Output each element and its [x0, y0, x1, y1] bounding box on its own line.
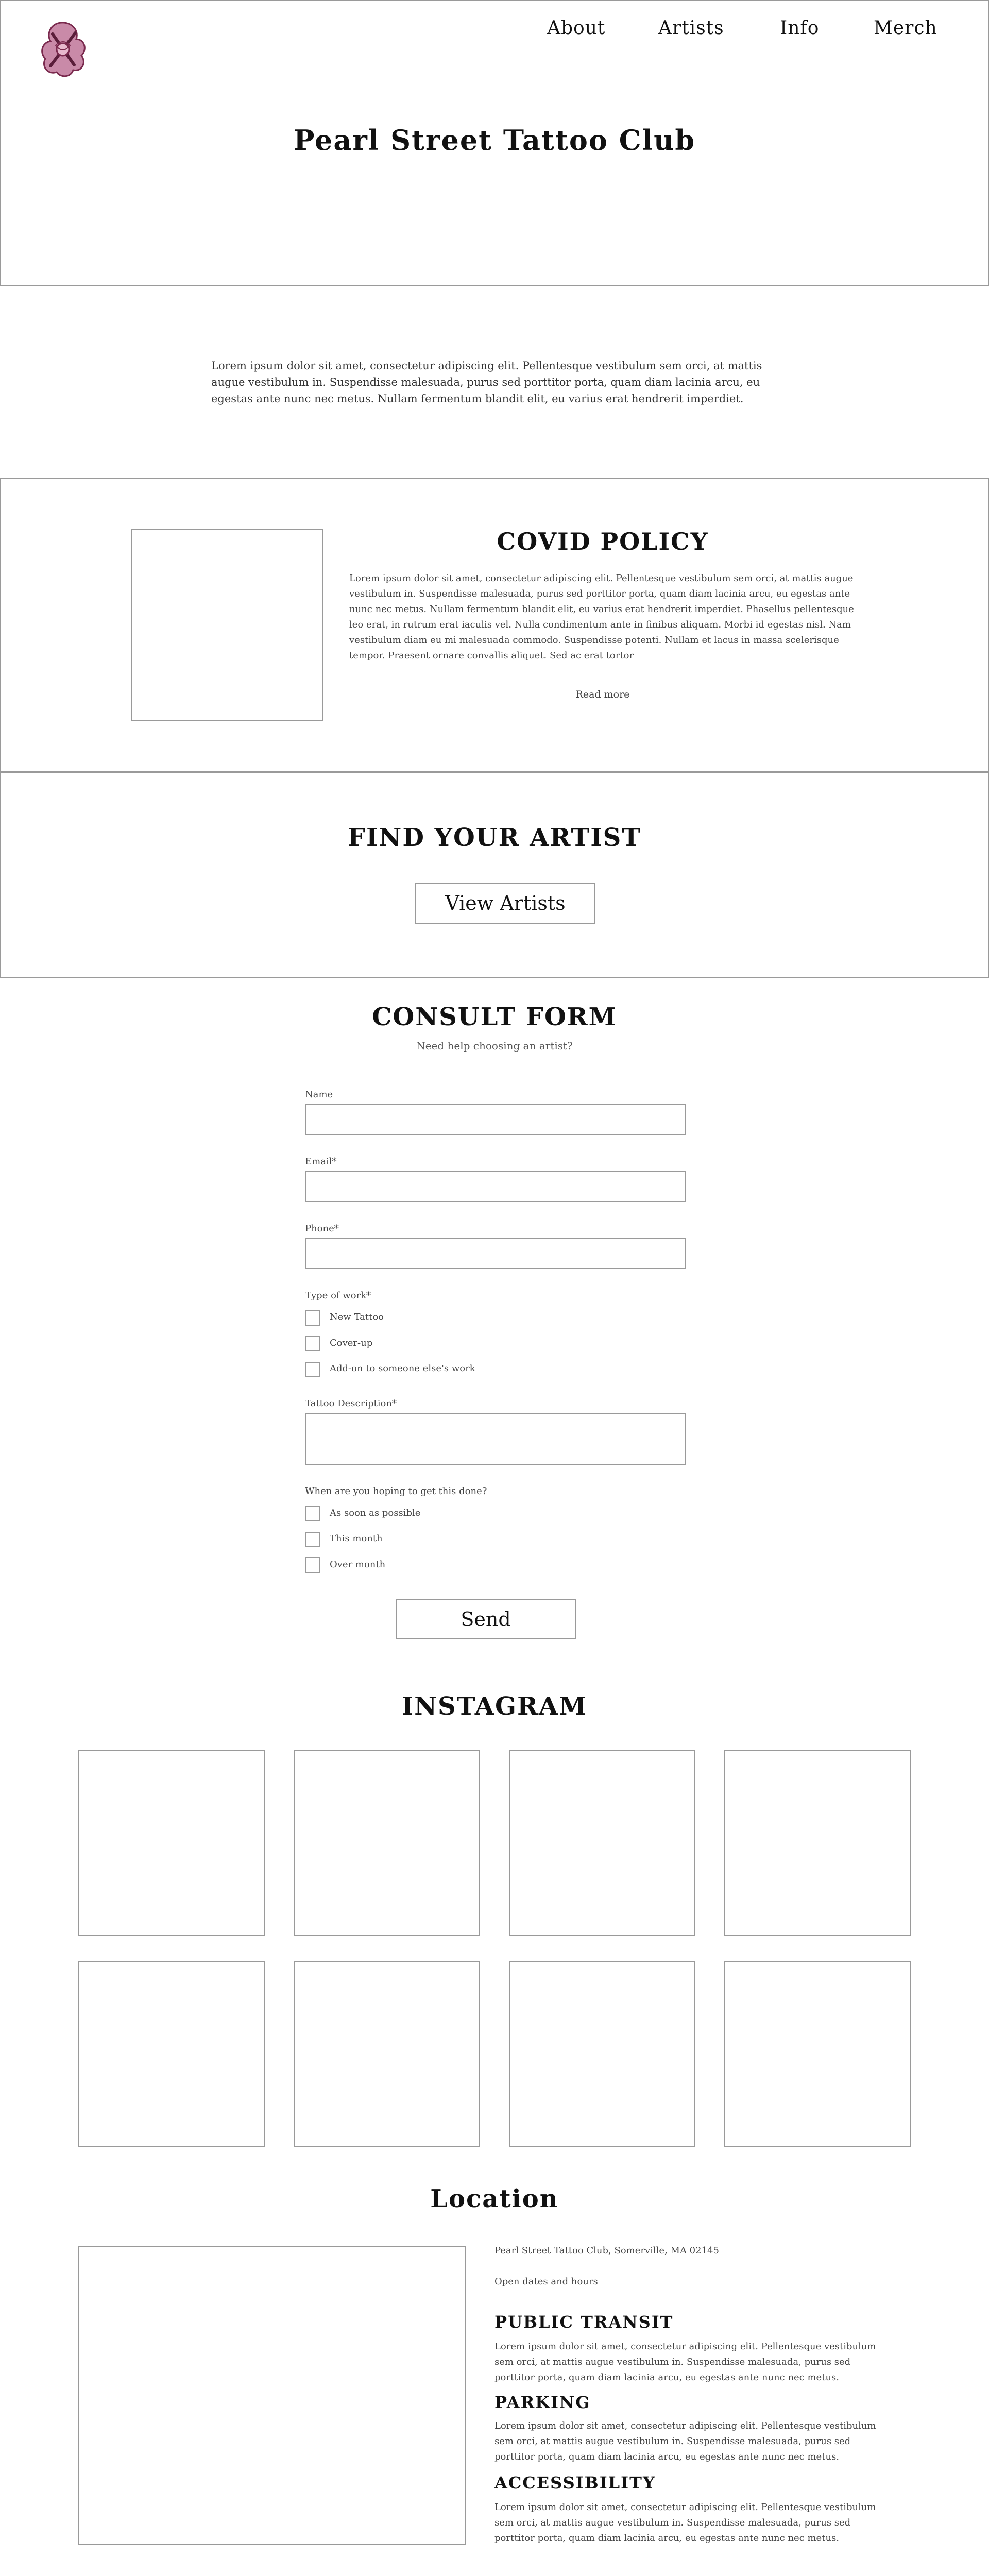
consult-title: CONSULT FORM: [372, 1003, 617, 1031]
tattoo-description-label: Tattoo Description*: [305, 1398, 397, 1409]
checkbox-label-this-month: This month: [330, 1533, 383, 1544]
name-label: Name: [305, 1089, 333, 1100]
checkbox-add-on[interactable]: [305, 1362, 320, 1377]
artist-section: [0, 772, 989, 978]
location-map[interactable]: [78, 2246, 466, 2545]
checkbox-label-new-tattoo: New Tattoo: [330, 1312, 384, 1323]
location-title: Location: [430, 2184, 559, 2213]
covid-image: [131, 529, 323, 721]
accessibility-text: Lorem ipsum dolor sit amet, consectetur adipiscing elit. Pellentesque vestibulum sem orci, at mattis augue vestibulum in. Suspendisse malesuada, purus sed porttitor porta, quam diam lacinia arcu, eu egestas ante nunc nec metus.: [494, 2502, 876, 2544]
nav-artists[interactable]: Artists: [658, 18, 724, 39]
nav-info[interactable]: Info: [780, 18, 820, 39]
checkbox-label-over-month: Over month: [330, 1559, 386, 1570]
phone-input[interactable]: [305, 1238, 686, 1269]
instagram-post[interactable]: [294, 1961, 480, 2147]
type-of-work-label: Type of work*: [305, 1290, 371, 1301]
checkbox-label-cover-up: Cover-up: [330, 1337, 373, 1348]
checkbox-new-tattoo[interactable]: [305, 1310, 320, 1326]
nav-merch[interactable]: Merch: [874, 18, 937, 39]
parking-heading: PARKING: [494, 2393, 591, 2412]
tattoo-flower-logo-icon[interactable]: [35, 19, 90, 80]
consult-subtitle: Need help choosing an artist?: [416, 1040, 573, 1052]
phone-label: Phone*: [305, 1223, 339, 1234]
page-title: Pearl Street Tattoo Club: [293, 124, 696, 157]
email-input[interactable]: [305, 1171, 686, 1202]
checkbox-cover-up[interactable]: [305, 1336, 320, 1351]
view-artists-button[interactable]: View Artists: [415, 883, 595, 924]
instagram-post[interactable]: [78, 1750, 265, 1936]
checkbox-over-month[interactable]: [305, 1557, 320, 1573]
public-transit-heading: PUBLIC TRANSIT: [494, 2312, 674, 2332]
location-address: Pearl Street Tattoo Club, Somerville, MA 02145: [494, 2245, 719, 2256]
instagram-post[interactable]: [724, 1961, 911, 2147]
intro-text: Lorem ipsum dolor sit amet, consectetur adipiscing elit. Pellentesque vestibulum sem orci, at mattis augue vestibulum in. Suspendisse malesuada, purus sed porttitor porta, quam diam lacinia arcu, eu egestas ante nunc nec metus. Nullam fermentum blandit elit, eu varius erat hendrerit imperdiet.: [211, 360, 762, 405]
instagram-post[interactable]: [509, 1961, 695, 2147]
read-more-link[interactable]: Read more: [575, 689, 630, 700]
instagram-post[interactable]: [509, 1750, 695, 1936]
checkbox-label-add-on: Add-on to someone else's work: [330, 1363, 475, 1374]
covid-text: Lorem ipsum dolor sit amet, consectetur adipiscing elit. Pellentesque vestibulum sem orci, at mattis augue vestibulum in. Suspendisse malesuada, purus sed porttitor porta, quam diam lacinia arcu, eu egestas ante nunc nec metus. Nullam fermentum blandit elit, eu varius erat hendrerit imperdiet. Phasellus pellentesque leo erat, in rutrum erat iaculis vel. Nulla condimentum ante in finibus aliquam. Morbi id egestas nisl. Nam vestibulum diam eu mi malesuada commodo. Suspendisse potenti. Nullam et lacus in massa scelerisque tempor. Praesent ornare convallis aliquet. Sed ac erat tortor: [349, 573, 854, 661]
public-transit-text: Lorem ipsum dolor sit amet, consectetur adipiscing elit. Pellentesque vestibulum sem orci, at mattis augue vestibulum in. Suspendisse malesuada, purus sed porttitor porta, quam diam lacinia arcu, eu egestas ante nunc nec metus.: [494, 2341, 876, 2383]
checkbox-this-month[interactable]: [305, 1532, 320, 1547]
email-label: Email*: [305, 1156, 337, 1167]
nav-about[interactable]: About: [547, 18, 606, 39]
checkbox-asap[interactable]: [305, 1506, 320, 1521]
covid-title: COVID POLICY: [497, 528, 709, 555]
when-label: When are you hoping to get this done?: [305, 1486, 487, 1497]
send-button[interactable]: Send: [396, 1599, 576, 1639]
accessibility-heading: ACCESSIBILITY: [494, 2473, 656, 2493]
find-artist-title: FIND YOUR ARTIST: [347, 823, 642, 852]
tattoo-description-textarea[interactable]: [305, 1413, 686, 1465]
name-input[interactable]: [305, 1104, 686, 1135]
instagram-title: INSTAGRAM: [401, 1692, 588, 1721]
parking-text: Lorem ipsum dolor sit amet, consectetur adipiscing elit. Pellentesque vestibulum sem orci, at mattis augue vestibulum in. Suspendisse malesuada, purus sed porttitor porta, quam diam lacinia arcu, eu egestas ante nunc nec metus.: [494, 2420, 876, 2462]
instagram-post[interactable]: [724, 1750, 911, 1936]
checkbox-label-asap: As soon as possible: [330, 1507, 421, 1518]
instagram-post[interactable]: [78, 1961, 265, 2147]
instagram-post[interactable]: [294, 1750, 480, 1936]
location-hours: Open dates and hours: [494, 2276, 598, 2287]
